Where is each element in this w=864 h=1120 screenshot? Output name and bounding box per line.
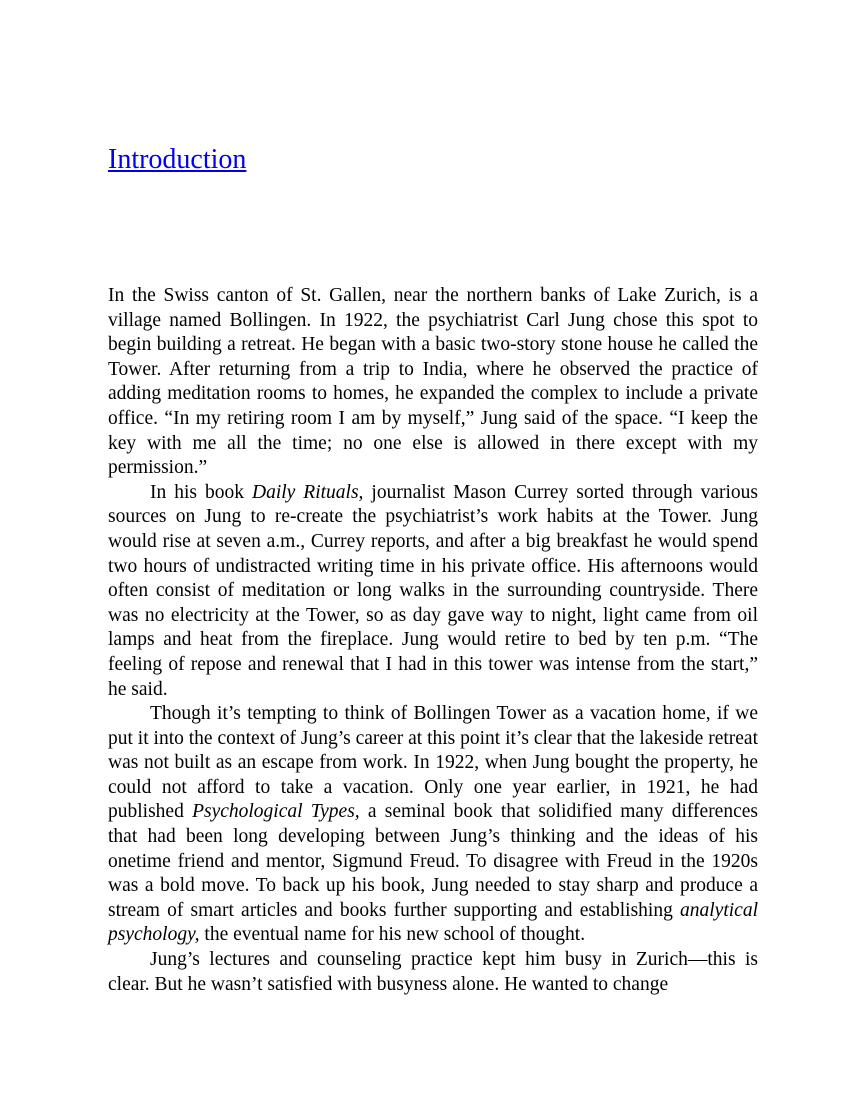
- paragraph-3-text-cont: a seminal book that solidified many differences that had been long developing between Jung’s thinking and the ideas of his onetime friend and mentor, Sigmund Freud. To disagree with Freud in the 1920s was a bold move. To back up his book, Jung needed to stay sharp and produce a stream of smart articles and books further supporting and establishing: [108, 801, 758, 921]
- paragraph-1-text: In the Swiss canton of St. Gallen, near the northern banks of Lake Zurich, is a village named Bollingen. In 1922, the psychiatrist Carl Jung chose this spot to begin building a retreat. He began with a basic two-story stone house he called the Tower. After returning from a trip to India, where he observed the practice of adding meditation rooms to homes, he expanded the complex to include a private office. “In my retiring room I am by myself,” Jung said of the space. “I keep the key with me all the time; no one else is allowed in there except with my permission.”: [108, 285, 758, 479]
- chapter-body: [108, 284, 758, 997]
- paragraph-3-text-end: the eventual name for his new school of thought.: [199, 924, 586, 946]
- paragraph-3-text: Though it’s tempting to think of Bollingen Tower as a vacation home, if we put it into the context of Jung’s career at this point it’s clear that the lakeside retreat was not built as an escape from work. In 1922, when Jung bought the property, he could not afford to take a vacation. Only one year earlier, in 1921, he had published: [108, 703, 758, 823]
- paragraph-2-text-cont: journalist Mason Currey sorted through various sources on Jung to re-create the psychiatrist’s work habits at the Tower. Jung would rise at seven a.m., Currey reports, and after a big breakfast he would spend two hours of undistracted writing time in his private office. His afternoons would often consist of meditation or long walks in the surrounding countryside. There was no electricity at the Tower, so as day gave way to night, light came from oil lamps and heat from the fireplace. Jung would retire to bed by ten p.m. “The feeling of repose and renewal that I had in this tower was intense from the start,” he said.: [108, 481, 759, 700]
- paragraph-3: [108, 702, 758, 948]
- chapter-title-link[interactable]: Introduction: [108, 144, 247, 175]
- term-analytical-psychology: analytical psychology,: [108, 899, 758, 946]
- paragraph-4: [108, 948, 758, 997]
- paragraph-2-text: In his book: [150, 481, 252, 503]
- paragraph-4-text: Jung’s lectures and counseling practice kept him busy in Zurich—this is clear. But he wasn’t satisfied with busyness alone. He wanted to change: [108, 949, 758, 995]
- book-title-daily-rituals: Daily Rituals,: [251, 481, 364, 503]
- paragraph-2: [108, 481, 758, 702]
- chapter-heading: [108, 140, 246, 180]
- paragraph-1: [108, 284, 758, 481]
- book-title-psychological-types: Psychological Types,: [192, 801, 360, 823]
